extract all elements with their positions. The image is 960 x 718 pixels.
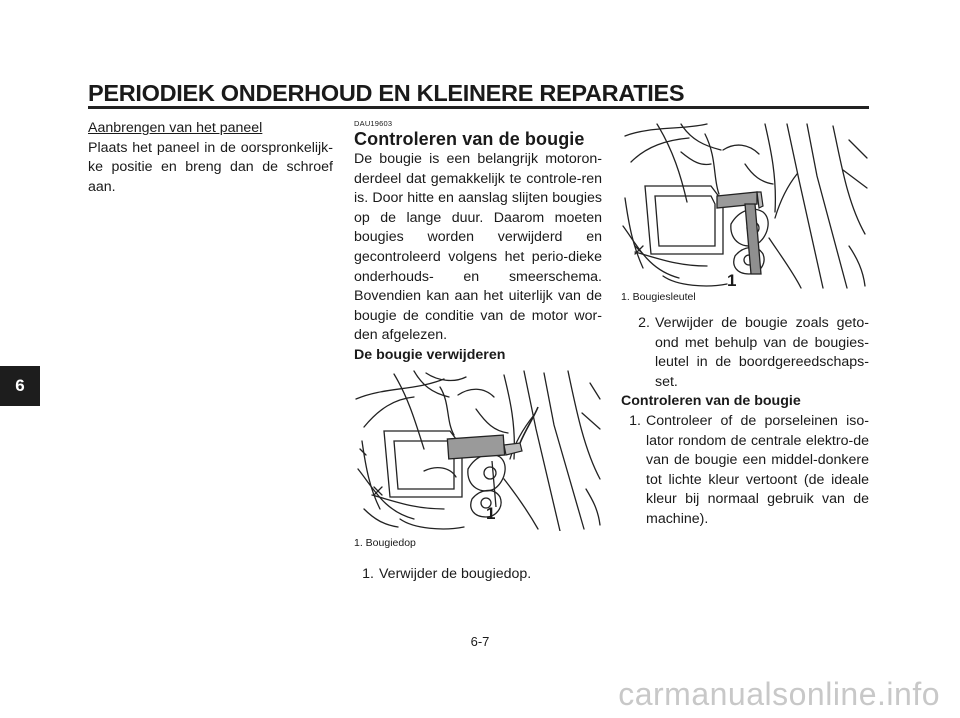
check-plug-subhead: Controleren van de bougie	[621, 393, 801, 410]
step-text: Verwijder de bougie zoals geto-ond met behulp van de bougies-leutel in de boordgereedschaps-set.	[655, 315, 869, 390]
figure-caption-wrench: 1. Bougiesleutel	[621, 291, 696, 303]
figure-callout-1: 1	[727, 271, 737, 290]
section-title: Controleren van de bougie	[354, 129, 585, 149]
page-number: 6-7	[470, 634, 490, 649]
step-number: 1.	[362, 565, 374, 582]
column-2	[354, 119, 602, 584]
step-text: Controleer of de porseleinen iso-lator rondom de centrale elektro-de van de bougie een middel-donkere tot lichte kleur vertoont (de ideale kleur bij normaal gebruik van de machine).	[646, 412, 869, 527]
spark-plug-wrench-figure	[621, 122, 869, 290]
chapter-tab-label: 6	[15, 376, 25, 395]
header-rule	[88, 106, 869, 109]
step-remove-plug	[621, 314, 869, 392]
page-header-title: PERIODIEK ONDERHOUD EN KLEINERE REPARATIES	[88, 80, 685, 106]
chapter-tab	[0, 366, 40, 406]
section-code: DAU19603	[354, 119, 393, 128]
step-number: 1.	[629, 412, 641, 429]
step-number: 2.	[638, 315, 650, 331]
watermark: carmanualsonline.info	[618, 676, 940, 712]
column-3	[621, 119, 869, 530]
remove-plug-subhead: De bougie verwijderen	[354, 346, 506, 363]
spark-plug-cap-figure	[354, 369, 602, 531]
step-check-insulator	[621, 412, 869, 530]
step-text: Verwijder de bougiedop.	[379, 565, 532, 582]
panel-install-subtitle: Aanbrengen van het paneel	[88, 120, 263, 136]
figure-callout-1: 1	[486, 503, 496, 523]
figure-caption-plug-cap: 1. Bougiedop	[354, 536, 416, 549]
section-intro-text: De bougie is een belangrijk motoron-derdeel dat gemakkelijk te controle-ren is. Door hitte en aanslag slijten bougies op de lange duur. Daarom moeten bougies worden verwijderd en gecontroleerd volgens het perio-dieke onderhouds- en smeerschema. Bovendien kan aan het uiterlijk van de bougie de conditie van de motor wor-den afgelezen.	[354, 151, 602, 344]
step-remove-cap	[354, 565, 602, 585]
panel-install-text: Plaats het paneel in de oorspronkelijk-ke positie en breng dan de schroef aan.	[88, 139, 333, 195]
column-1	[88, 119, 333, 197]
